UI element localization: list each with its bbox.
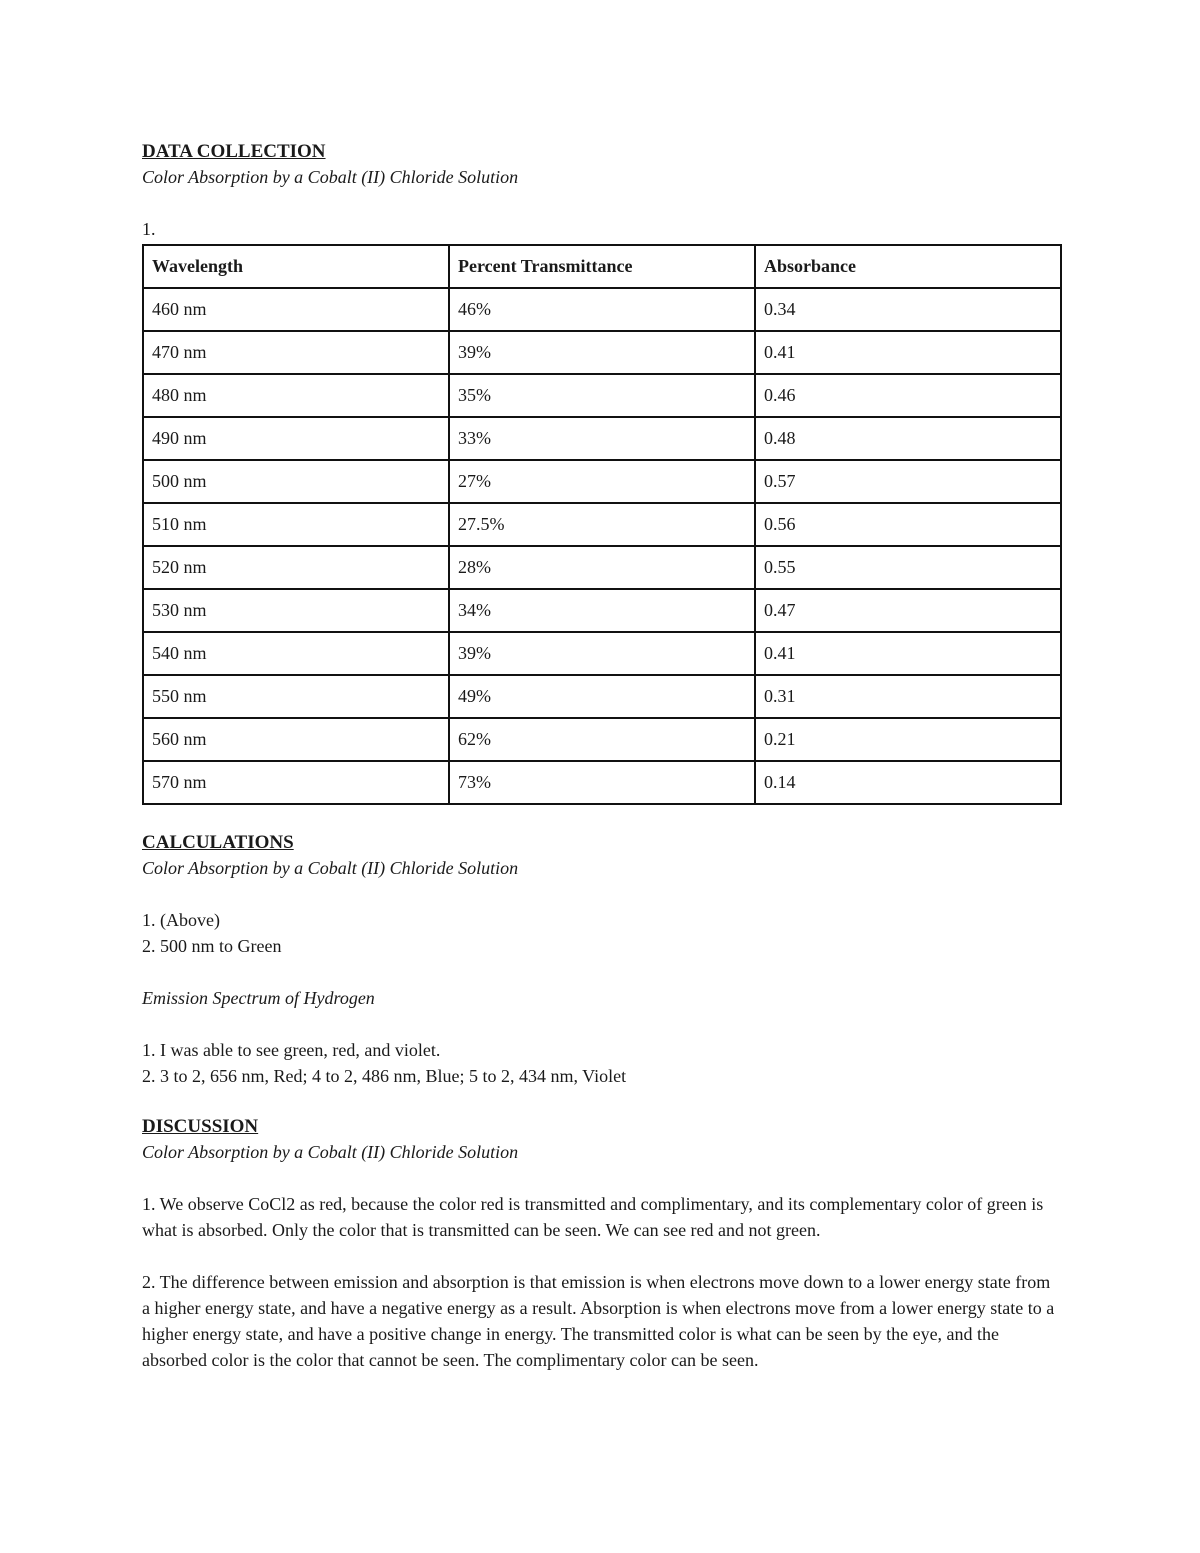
spacer: [142, 805, 1062, 831]
header-percent-transmittance: Percent Transmittance: [449, 245, 755, 288]
spacer: [142, 1089, 1062, 1115]
discussion-paragraph: 1. We observe CoCl2 as red, because the color red is transmitted and complimentary, and its complementary color of green is what is absorbed. Only the color that is transmitted can be seen. We can see red and not green.: [142, 1194, 1044, 1240]
absorbance-table: [142, 244, 1062, 805]
spacer: [142, 881, 1062, 907]
discussion-subtitle: Color Absorption by a Cobalt (II) Chloride Solution: [142, 1142, 519, 1162]
cell-absorbance: 0.48: [755, 417, 1061, 460]
emission-subtitle: Emission Spectrum of Hydrogen: [142, 988, 375, 1008]
cell-absorbance: 0.21: [755, 718, 1061, 761]
cell-wavelength: 540 nm: [143, 632, 449, 675]
spacer: [142, 190, 1062, 216]
cell-transmittance: 49%: [449, 675, 755, 718]
table-header-row: [143, 245, 1061, 288]
table-row: [143, 589, 1061, 632]
cell-absorbance: 0.55: [755, 546, 1061, 589]
cell-absorbance: 0.47: [755, 589, 1061, 632]
cell-absorbance: 0.34: [755, 288, 1061, 331]
table-row: [143, 460, 1061, 503]
emission-item: 2. 3 to 2, 656 nm, Red; 4 to 2, 486 nm, Blue; 5 to 2, 434 nm, Violet: [142, 1066, 627, 1086]
table-row: [143, 632, 1061, 675]
cell-absorbance: 0.56: [755, 503, 1061, 546]
item-label: 1.: [142, 219, 156, 239]
cell-transmittance: 35%: [449, 374, 755, 417]
cell-transmittance: 73%: [449, 761, 755, 804]
cell-absorbance: 0.46: [755, 374, 1061, 417]
data-collection-heading: DATA COLLECTION: [142, 141, 326, 162]
cell-transmittance: 34%: [449, 589, 755, 632]
cell-transmittance: 27%: [449, 460, 755, 503]
cell-wavelength: 480 nm: [143, 374, 449, 417]
table-row: [143, 718, 1061, 761]
spacer: [142, 959, 1062, 985]
table-row: [143, 331, 1061, 374]
cell-wavelength: 510 nm: [143, 503, 449, 546]
cell-wavelength: 560 nm: [143, 718, 449, 761]
cell-wavelength: 500 nm: [143, 460, 449, 503]
cell-wavelength: 520 nm: [143, 546, 449, 589]
header-absorbance: Absorbance: [755, 245, 1061, 288]
cell-transmittance: 39%: [449, 632, 755, 675]
spacer: [142, 1165, 1062, 1191]
table-row: [143, 546, 1061, 589]
cell-wavelength: 570 nm: [143, 761, 449, 804]
cell-transmittance: 46%: [449, 288, 755, 331]
cell-wavelength: 470 nm: [143, 331, 449, 374]
cell-wavelength: 490 nm: [143, 417, 449, 460]
table-row: [143, 374, 1061, 417]
cell-transmittance: 39%: [449, 331, 755, 374]
cell-wavelength: 530 nm: [143, 589, 449, 632]
calculation-item: 2. 500 nm to Green: [142, 936, 282, 956]
cell-absorbance: 0.57: [755, 460, 1061, 503]
discussion-heading: DISCUSSION: [142, 1116, 259, 1137]
cell-absorbance: 0.31: [755, 675, 1061, 718]
cell-transmittance: 27.5%: [449, 503, 755, 546]
emission-item: 1. I was able to see green, red, and violet.: [142, 1040, 441, 1060]
discussion-paragraph: 2. The difference between emission and absorption is that emission is when electrons move down to a lower energy state from a higher energy state, and have a negative energy as a result. Absorption is when electrons move from a lower energy state to a higher energy state, and have a positive change in energy. The transmitted color is what can be seen by the eye, and the absorbed color is the color that cannot be seen. The complimentary color can be seen.: [142, 1272, 1055, 1370]
document-page: [142, 140, 1062, 1373]
spacer: [142, 1011, 1062, 1037]
cell-wavelength: 550 nm: [143, 675, 449, 718]
cell-transmittance: 33%: [449, 417, 755, 460]
table-row: [143, 675, 1061, 718]
table-row: [143, 761, 1061, 804]
calculations-subtitle: Color Absorption by a Cobalt (II) Chloride Solution: [142, 858, 519, 878]
cell-transmittance: 28%: [449, 546, 755, 589]
table-row: [143, 417, 1061, 460]
table-row: [143, 503, 1061, 546]
calculations-heading: CALCULATIONS: [142, 832, 294, 853]
spacer: [142, 1243, 1062, 1269]
header-wavelength: Wavelength: [143, 245, 449, 288]
cell-absorbance: 0.41: [755, 331, 1061, 374]
table-row: [143, 288, 1061, 331]
calculation-item: 1. (Above): [142, 910, 220, 930]
cell-absorbance: 0.41: [755, 632, 1061, 675]
cell-transmittance: 62%: [449, 718, 755, 761]
cell-absorbance: 0.14: [755, 761, 1061, 804]
data-collection-subtitle: Color Absorption by a Cobalt (II) Chloride Solution: [142, 167, 519, 187]
cell-wavelength: 460 nm: [143, 288, 449, 331]
